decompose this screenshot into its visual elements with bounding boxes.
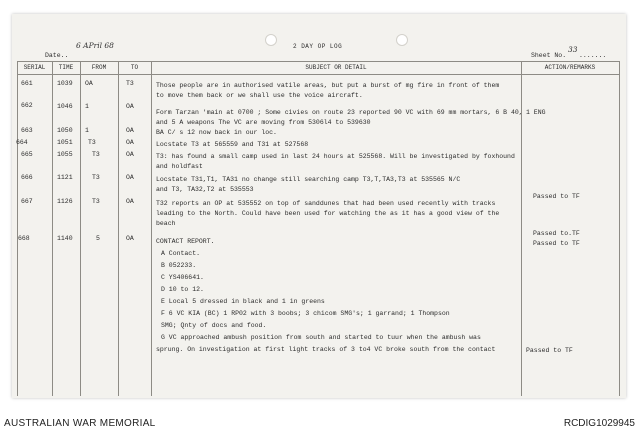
time-cell: 1046 [57,103,73,110]
remarks-cell: Passed to TF [533,193,580,200]
detail-line: BA C/ s 12 now back in our loc. [156,129,277,136]
to-cell: OA [126,151,134,158]
archive-footer [0,400,639,431]
column-header-from: FROM [91,64,107,71]
to-cell: OA [126,127,134,134]
remarks-cell: Passed to.TF [533,230,580,237]
time-cell: 1039 [57,80,73,87]
column-rule [17,61,18,396]
detail-line: C YS406641. [161,274,204,281]
serial-cell: 661 [21,80,33,87]
detail-line: beach [156,220,176,227]
time-cell: 1140 [57,235,73,242]
column-rule [118,61,119,396]
log-title: 2 DAY OP LOG [293,43,343,50]
column-header-subject: SUBJECT OR DETAIL [305,64,367,71]
detail-line: Locstate T31,T1, TA31 no change still searching camp T3,T,TA3,T3 at 535565 N/C [156,176,461,183]
column-rule [151,61,152,396]
detail-line: D 10 to 12. [161,286,204,293]
table-header-rule [17,74,619,75]
detail-line: E Local 5 dressed in black and 1 in greens [161,298,325,305]
from-cell: T3 [92,174,100,181]
column-rule [80,61,81,396]
detail-line: and T3, TA32,T2 at 535553 [156,186,254,193]
detail-line: and 5 A weapons The VC are moving from 5306l4 to 539630 [156,119,371,126]
serial-cell: 662 [21,102,33,109]
column-rule [619,61,620,396]
detail-line: to move them back or we shall use the voice aircraft. [156,92,363,99]
detail-line: SMG; Qnty of docs and food. [161,322,267,329]
from-cell: T3 [92,151,100,158]
time-cell: 1050 [57,127,73,134]
serial-cell: 665 [21,151,33,158]
detail-line: A Contact. [161,250,201,257]
to-cell: OA [126,235,134,242]
to-cell: OA [126,139,134,146]
serial-cell: 666 [21,174,33,181]
detail-line: and holdfast [156,163,203,170]
sheet-dots: ....... [579,52,607,59]
to-cell: T3 [126,80,134,87]
time-cell: 1051 [57,139,73,146]
serial-cell: 668 [18,235,30,242]
from-cell: 5 [96,235,100,242]
archive-name: AUSTRALIAN WAR MEMORIAL [4,418,156,429]
detail-line: leading to the North. Could have been used for watching the as it has a good view of the [156,210,500,217]
sheet-label: Sheet No. [531,52,567,59]
sheet-number: 33 [568,45,578,54]
from-cell: T3 [92,198,100,205]
detail-line: B 052233. [161,262,197,269]
date-label: Date.. [45,52,69,59]
from-cell: 1 [85,127,89,134]
column-rule [52,61,53,396]
punch-hole-right [396,34,408,46]
archive-reference: RCDIG1029945 [563,418,635,429]
detail-line: T32 reports an OP at 535552 on top of sanddunes that had been used recently with tracks [156,200,496,207]
date-value: 6 APril 68 [76,41,114,50]
time-cell: 1126 [57,198,73,205]
detail-line: Those people are in authorised vatile areas, but put a burst of mg fire in front of them [156,82,500,89]
remarks-cell: Passed to TF [533,240,580,247]
punch-hole-left [265,34,277,46]
log-sheet [12,14,626,398]
detail-line: F 6 VC KIA (BC) 1 RP02 with 3 boobs; 3 chicom SMG's; 1 garrand; 1 Thompson [161,310,450,317]
column-header-to: TO [130,64,139,71]
remarks-cell: 1 ENG [526,109,546,116]
to-cell: OA [126,198,134,205]
detail-line: T3: has found a small camp used in last 24 hours at 525568. Will be investigated by foxhound [156,153,515,160]
detail-line: sprung. On investigation at first light tracks of 3 to4 VC broke south from the contact [156,346,496,353]
column-header-remarks: ACTION/REMARKS [544,64,596,71]
detail-line: G VC approached ambush position from south and started to tuur when the ambush was [161,334,481,341]
to-cell: OA [126,103,134,110]
serial-cell: 667 [21,198,33,205]
serial-cell: 664 [16,139,28,146]
table-top-rule [17,61,619,62]
column-header-serial: SERIAL [23,64,46,71]
serial-cell: 663 [21,127,33,134]
column-header-time: TIME [58,64,74,71]
detail-line: CONTACT REPORT. [156,238,215,245]
time-cell: 1121 [57,174,73,181]
detail-line: Form Tarzan 'main at 0700 ; Some civies on route 23 reported 90 VC with 69 mm mortars, 6 B 40, [156,109,523,116]
from-cell: 1 [85,103,89,110]
detail-line: Locstate T3 at 565559 and T31 at 527568 [156,141,309,148]
to-cell: OA [126,174,134,181]
from-cell: OA [85,80,93,87]
time-cell: 1055 [57,151,73,158]
remarks-cell: Passed to TF [526,347,573,354]
from-cell: T3 [88,139,96,146]
